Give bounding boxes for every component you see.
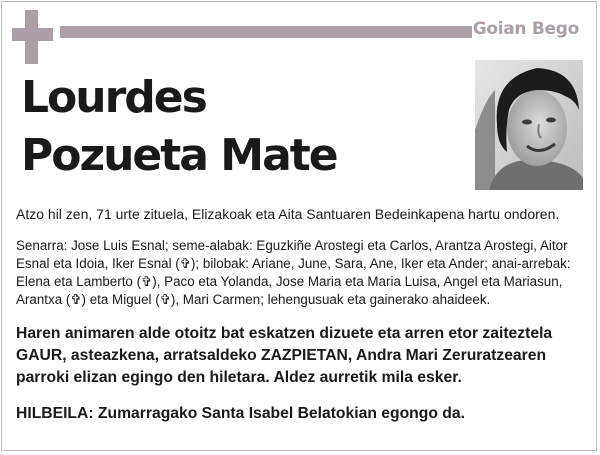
portrait-image	[475, 60, 583, 190]
family-line: Arantxa (✞) eta Miguel (✞), Mari Carmen; lehengusuak eta gainerako ahaideek.	[16, 292, 491, 307]
deceased-first-name: Lourdes	[21, 72, 206, 123]
request-line: parroki elizan egingo den hiletara. Aldez aurretik mila esker.	[16, 369, 462, 386]
family-line: Senarra: Jose Luis Esnal; seme-alabak: Eguzkiñe Arostegi eta Carlos, Arantza Arostegi, Aitor	[16, 238, 568, 253]
funeral-request	[16, 323, 586, 389]
death-announcement: Atzo hil zen, 71 urte zituela, Elizakoak eta Aita Santuaren Bedeinkapena hartu ondoren.	[16, 206, 560, 222]
request-line: Haren animaren alde otoitz bat eskatzen dizuete eta arren etor zaiteztela	[16, 325, 553, 342]
latin-cross-icon	[12, 10, 54, 64]
request-line: GAUR, asteazkena, arratsaldeko ZAZPIETAN, Andra Mari Zeruratzearen	[16, 347, 547, 364]
family-line: Elena eta Lamberto (✞), Paco eta Yolanda, Jose Maria eta Maria Luisa, Angel eta Mariasun,	[16, 274, 563, 289]
portrait-photo	[475, 60, 583, 190]
deceased-surnames: Pozueta Mate	[21, 130, 337, 181]
obituary-card	[1, 1, 597, 451]
brand-label: Goian Bego	[472, 19, 579, 39]
header-rule	[60, 26, 472, 38]
family-line: Esnal eta Idoia, Iker Esnal (✞); bilobak: Ariane, June, Sara, Ane, Iker eta Ander; anai-arrebak:	[16, 256, 571, 271]
family-list	[16, 237, 586, 309]
wake-info: HILBEILA: Zumarragako Santa Isabel Belatokian egongo da.	[16, 405, 465, 422]
